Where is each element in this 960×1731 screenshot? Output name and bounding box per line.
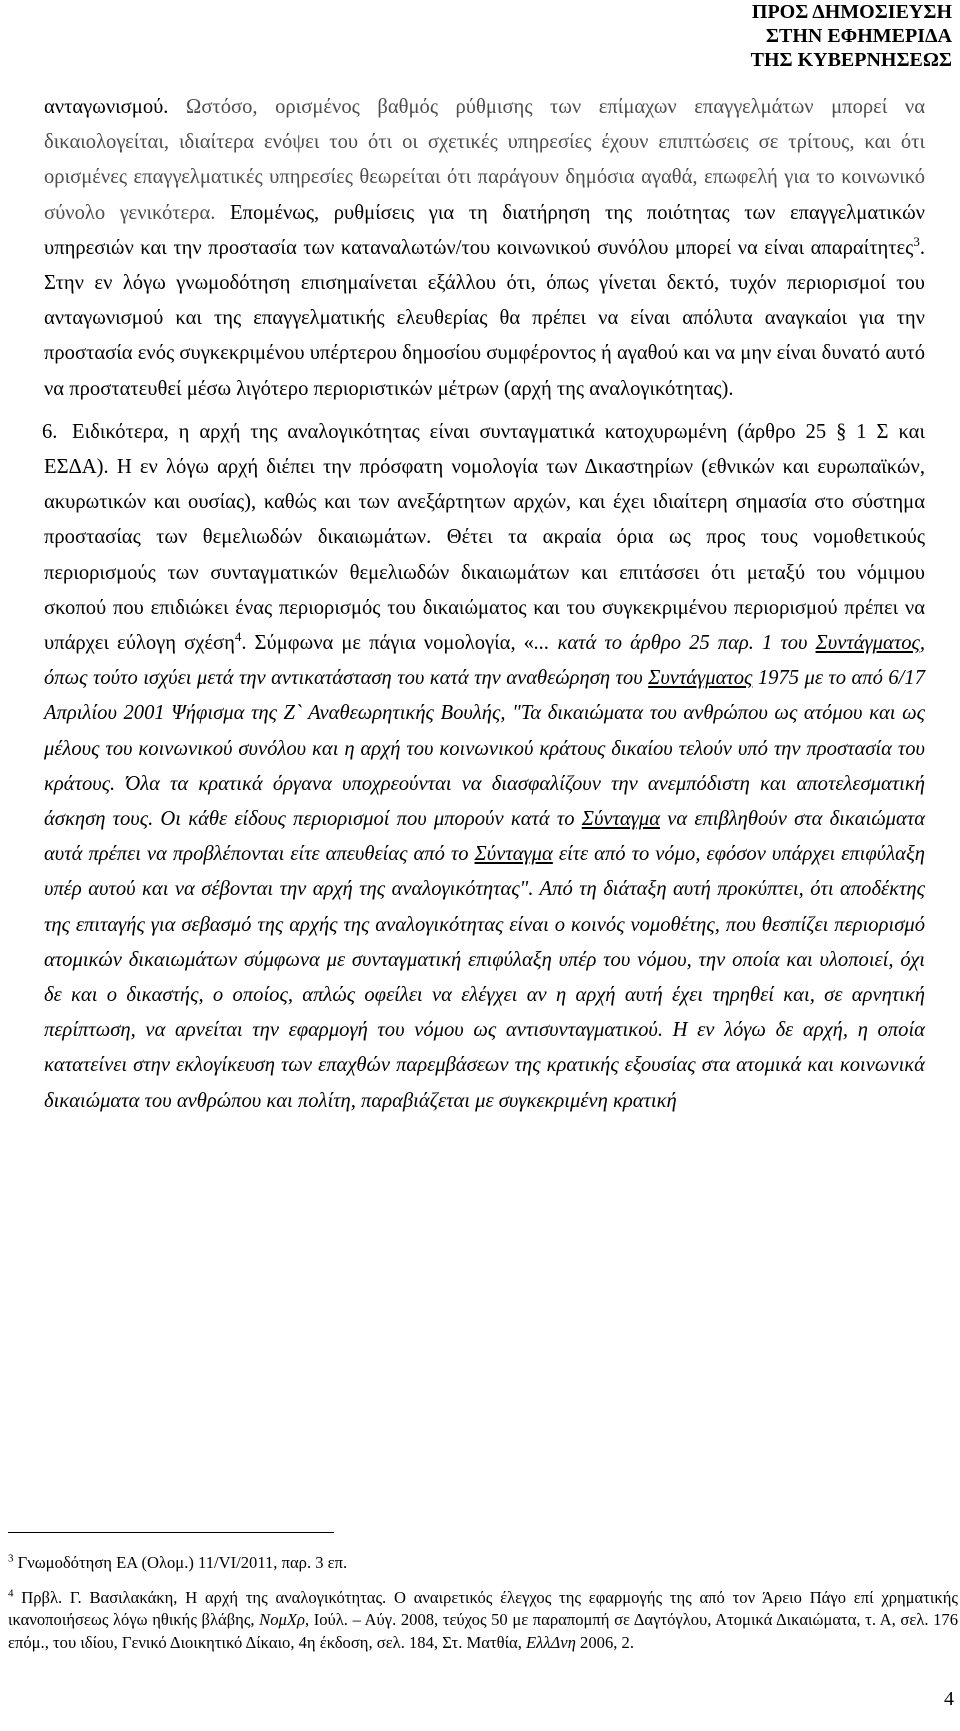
footnote-separator: [8, 1532, 334, 1533]
footnote-ref-3[interactable]: 3: [913, 233, 920, 249]
text-run: Η εν λόγω αρχή διέπει την πρόσφατη νομολογία των Δικαστηρίων (εθνικών και ευρωπαϊκών, ακυρωτικών και ουσίας), καθώς και των ανεξάρτητων αρχών, και έχει ιδιαίτερη σημασία στο σύστημα προστασίας των θεμελιωδών δικαιωμάτων. Θέτει τα ακραία όρια ως προς τους νομοθετικούς περιορισμούς των συνταγματικών θεμελιωδών δικαιωμάτων και επιτάσσει ότι μεταξύ του νόμιμου σκοπού που επιδιώκει ένας περιορισμός του δικαιώματος και του συγκεκριμένου περιορισμού πρέπει να υπάρχει εύλογη σχέση: [44, 456, 925, 655]
quote-run: ... κατά το άρθρο 25 παρ. 1 του: [533, 632, 816, 655]
footnote-3: [8, 1552, 958, 1575]
text-run: . Σύμφωνα με πάγια νομολογία, «: [241, 632, 534, 655]
quote-underlined: Συντάγματος: [648, 667, 753, 690]
header-line-2: ΣΤΗΝ ΕΦΗΜΕΡΙΔΑ: [765, 25, 952, 47]
footnote-journal: ΕλλΔνη: [526, 1632, 576, 1652]
footnote-text: 2006, 2.: [575, 1632, 634, 1652]
footnote-journal: ΝομΧρ: [259, 1610, 305, 1630]
footnote-4: [8, 1587, 958, 1655]
quote-underlined: Συντάγματος: [815, 632, 920, 655]
footnote-mark-4: 4: [8, 1587, 14, 1600]
footnote-text: Πρβλ. Γ. Βασιλακάκη, Η αρχή της αναλογικότητας. Ο αναιρετικός έλεγχος της εφαρμογής της από τον Άρειο Πάγο επί χρηματικής ικανοποιήσεως λόγω ηθικής βλάβης,: [8, 1587, 958, 1630]
quote-run: είτε από το νόμο, εφόσον υπάρχει επιφύλαξη υπέρ αυτού και να σέβονται την αρχή της αναλογικότητας". Από τη διάταξη αυτή προκύπτει, ότι αποδέκτης της επιταγής για σεβασμό της αρχής της αναλογικότητας είναι ο κοινός νομοθέτης, που θεσπίζει περιορισμό ατομικών δικαιωμάτων σύμφωνα με συνταγματική επιφύλαξη υπέρ του νόμου, την οποία και υλοποιεί, όχι δε και ο δικαστής, ο οποίος, απλώς οφείλει να ελέγχει αν η αρχή αυτή έχει τηρηθεί και, σε αρνητική περίπτωση, να αρνείται την εφαρμογή του νόμου ως αντισυνταγματικού. Η εν λόγω δε αρχή, η οποία κατατείνει στην εκλογίκευση των επαχθών παρεμβάσεων της κρατικής εξουσίας στα ατομικά και κοινωνικά δικαιώματα του ανθρώπου και πολίτη, παραβιάζεται με συγκεκριμένη κρατική: [44, 843, 925, 1112]
quote-underlined: Σύνταγμα: [474, 843, 553, 866]
footnote-mark-3: 3: [8, 1552, 14, 1565]
body-text: [44, 90, 925, 1119]
page-number: 4: [944, 1688, 954, 1710]
quote-run: , όπως τούτο ισχύει μετά την αντικατάσταση του κατά την αναθεώρηση του: [44, 632, 925, 690]
footnote-text: Γνωμοδότηση ΕΑ (Ολομ.) 11/VI/2011, παρ. 3 επ.: [13, 1553, 348, 1572]
text-run: Επομένως, ρυθμίσεις για τη διατήρηση της ποιότητας των επαγγελματικών υπηρεσιών και την προστασία των καταναλωτών/του κοινωνικού συνόλου μπορεί να είναι απαραίτητες: [44, 201, 925, 259]
header-line-1: ΠΡΟΣ ΔΗΜΟΣΙΕΥΣΗ: [751, 1, 952, 23]
paragraph-number: 6.: [42, 420, 58, 443]
quote-underlined: Σύνταγμα: [581, 808, 661, 831]
text-run: Ειδικότερα, η αρχή της αναλογικότητας είναι συνταγματικά κατοχυρωμένη (άρθρο 25 § 1 Σ και ΕΣΔΑ).: [44, 420, 925, 479]
header-line-3: ΤΗΣ ΚΥΒΕΡΝΗΣΕΩΣ: [750, 49, 952, 71]
paragraph-continued: [44, 90, 925, 407]
text-run-grey: Ωστόσο, ορισμένος βαθμός ρύθμισης των επίμαχων επαγγελμάτων μπορεί να δικαιολογείται, ιδιαίτερα ενόψει του ότι οι σχετικές υπηρεσίες έχουν επιπτώσεις σε τρίτους, και ότι ορισμένες επαγγελματικές υπηρεσίες θεωρείται ότι παράγουν δημόσια αγαθά, επωφελή για το κοινωνικό σύνολο γενικότερα.: [44, 96, 925, 224]
quote-run: να επιβληθούν στα δικαιώματα αυτά πρέπει να προβλέπονται είτε απευθείας από το: [44, 808, 925, 866]
publication-header: [751, 0, 952, 72]
footnotes: [8, 1552, 958, 1654]
text-run: ανταγωνισμού.: [44, 96, 169, 118]
footnote-text: , Ιούλ. – Αύγ. 2008, τεύχος 50 με παραπομπή σε Δαγτόγλου, Ατομικά Δικαιώματα, τ. Α, σελ. 176 επόμ., του ιδίου, Γενικό Διοικητικό Δίκαιο, 4η έκδοση, σελ. 184, Στ. Ματθία,: [8, 1610, 959, 1652]
footnote-ref-4[interactable]: 4: [234, 629, 242, 645]
quote-run: 1975 με το από 6/17 Απριλίου 2001 Ψήφισμα της Ζ` Αναθεωρητικής Βουλής, "Τα δικαιώματα του ανθρώπου ως ατόμου και ως μέλους του κοινωνικού συνόλου και η αρχή του κοινωνικού κράτους δικαίου τελούν υπό την προστασία του κράτους. Όλα τα κρατικά όργανα υποχρεούνται να διασφαλίζουν την ανεμπόδιστη και αποτελεσματική άσκηση τους. Οι κάθε είδους περιορισμοί που μπορούν κατά το: [44, 667, 925, 831]
paragraph-6: [44, 415, 925, 1119]
text-run: . Στην εν λόγω γνωμοδότηση επισημαίνεται εξάλλου ότι, όπως γίνεται δεκτό, τυχόν περιορισμοί του ανταγωνισμού και της επαγγελματικής ελευθερίας θα πρέπει να είναι απόλυτα αναγκαίοι για την προστασία ενός συγκεκριμένου υπέρτερου δημοσίου συμφέροντος ή αγαθού και να μην είναι δυνατό αυτό να προστατευθεί μέσω λιγότερο περιοριστικών μέτρων (αρχή της αναλογικότητας).: [44, 236, 925, 400]
